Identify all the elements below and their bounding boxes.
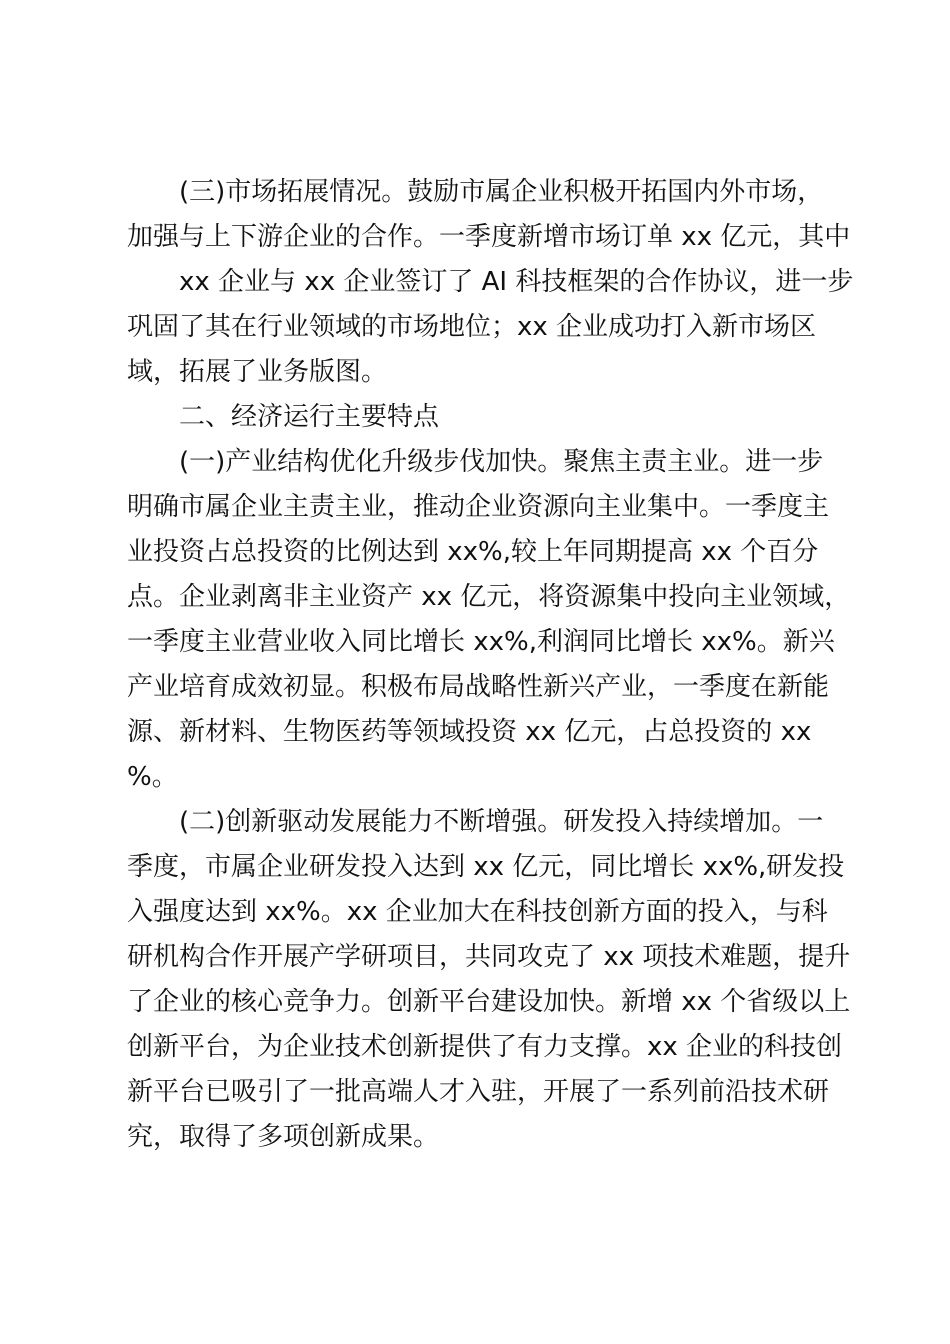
text-line: 明确市属企业主责主业，推动企业资源向主业集中。一季度主 [127,492,830,522]
text-line: (一)产业结构优化升级步伐加快。聚焦主责主业。进一步 [179,447,824,477]
text-line: (三)市场拓展情况。鼓励市属企业积极开拓国内外市场， [179,177,824,207]
text-line: 新平台已吸引了一批高端人才入驻，开展了一系列前沿技术研 [127,1077,830,1107]
text-line: 季度，市属企业研发投入达到 xx 亿元，同比增长 xx%,研发投 [127,852,845,882]
text-line: 源、新材料、生物医药等领域投资 xx 亿元，占总投资的 xx [127,717,812,747]
text-line: 巩固了其在行业领域的市场地位；xx 企业成功打入新市场区 [127,312,817,342]
text-line: 一季度主业营业收入同比增长 xx%,利润同比增长 xx%。新兴 [127,627,835,657]
section-heading: 二、经济运行主要特点 [179,402,440,432]
text-line: 域，拓展了业务版图。 [127,357,388,387]
text-line: 点。企业剥离非主业资产 xx 亿元，将资源集中投向主业领域， [127,582,851,612]
text-line: 加强与上下游企业的合作。一季度新增市场订单 xx 亿元，其中 [127,222,851,252]
text-line: 业投资占总投资的比例达到 xx%,较上年同期提高 xx 个百分 [127,537,819,567]
text-line: 研机构合作开展产学研项目，共同攻克了 xx 项技术难题，提升 [127,942,851,972]
text-line: 究，取得了多项创新成果。 [127,1122,440,1152]
text-line: xx 企业与 xx 企业签订了 AI 科技框架的合作协议，进一步 [179,267,854,297]
text-line: 入强度达到 xx%。xx 企业加大在科技创新方面的投入，与科 [127,897,828,927]
text-line: %。 [127,762,178,792]
text-line: 产业培育成效初显。积极布局战略性新兴产业，一季度在新能 [127,672,830,702]
text-line: 创新平台，为企业技术创新提供了有力支撑。xx 企业的科技创 [127,1032,843,1062]
text-line: (二)创新驱动发展能力不断增强。研发投入持续增加。一 [179,807,824,837]
text-line: 了企业的核心竞争力。创新平台建设加快。新增 xx 个省级以上 [127,987,851,1017]
